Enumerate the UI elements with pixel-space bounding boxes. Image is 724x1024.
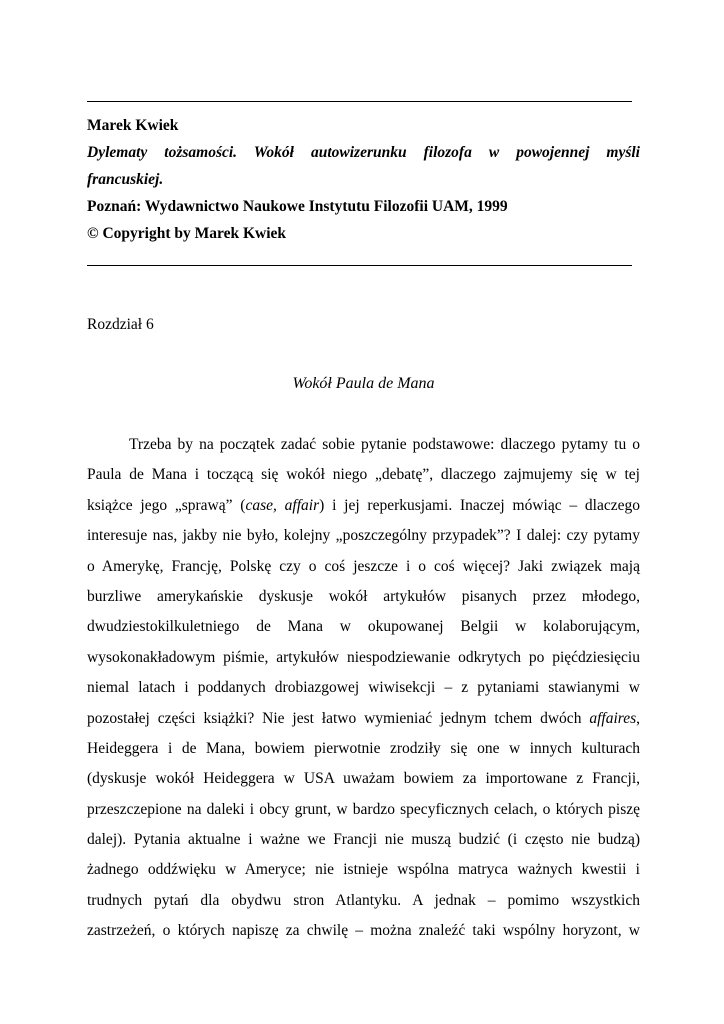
text-line: przeszczepione na daleki i obcy grunt, w bardzo specyficznych celach, o których piszę <box>87 800 640 818</box>
text-line: Trzeba by na początek zadać sobie pytanie podstawowe: dlaczego pytamy tu o <box>129 436 640 453</box>
italic-term: affaires <box>589 709 637 727</box>
text-segment: ) i jej reperkusjami. Inaczej mówiąc – dlaczego <box>319 496 640 514</box>
bibliographic-header <box>87 112 640 247</box>
publisher-info: Poznań: Wydawnictwo Naukowe Instytutu Filozofii UAM, 1999 <box>87 198 508 215</box>
body-paragraph <box>87 430 640 947</box>
text-line: trudnych pytań dla obydwu stron Atlantyku. A jednak – pomimo wszystkich <box>87 891 640 909</box>
text-line: o Amerykę, Francję, Polskę czy o coś jeszcze i o coś więcej? Jaki związek mają <box>87 557 640 575</box>
chapter-title: Wokół Paula de Mana <box>292 375 435 392</box>
chapter-label: Rozdział 6 <box>87 316 154 333</box>
book-title-line-2: francuskiej. <box>87 171 164 188</box>
text-line: zastrzeżeń, o których napiszę za chwilę – można znaleźć taki wspólny horyzont, w <box>87 922 640 940</box>
text-line: Heideggera i de Mana, bowiem pierwotnie zrodziły się one w innych kulturach <box>87 739 640 757</box>
text-line <box>87 491 640 521</box>
text-line: wysokonakładowym piśmie, artykułów niespodziewanie odkrytych po pięćdziesięciu <box>87 648 640 666</box>
text-line: Paula de Mana i toczącą się wokół niego „debatę”, dlaczego zajmujemy się w tej <box>87 466 640 484</box>
text-line: burzliwe amerykańskie dyskusje wokół artykułów pisanych przez młodego, <box>87 587 640 605</box>
copyright-notice: © Copyright by Marek Kwiek <box>87 225 287 242</box>
text-segment: pozostałej części książki? Nie jest łatwo wymieniać jednym tchem dwóch <box>87 709 590 727</box>
author-name: Marek Kwiek <box>87 117 179 134</box>
text-segment: książce jego „sprawą” ( <box>87 496 246 514</box>
text-line: żadnego oddźwięku w Ameryce; nie istnieje wspólna matryca ważnych kwestii i <box>87 861 640 879</box>
text-line <box>87 704 640 734</box>
text-line: interesuje nas, jakby nie było, kolejny „poszczególny przypadek”? I dalej: czy pytamy <box>87 527 640 545</box>
text-line: dalej). Pytania aktualne i ważne we Francji nie muszą budzić (i często nie budzą) <box>87 831 640 849</box>
bottom-divider <box>87 265 632 266</box>
text-line: niemal latach i poddanych drobiazgowej wiwisekcji – z pytaniami stawianymi w <box>87 679 640 697</box>
italic-term: case, affair <box>245 496 320 514</box>
text-line: (dyskusje wokół Heideggera w USA uważam bowiem za importowane z Francji, <box>87 770 640 788</box>
text-segment: , <box>636 709 640 727</box>
book-title-line-1: Dylematy tożsamości. Wokół autowizerunku filozofa w powojennej myśli <box>87 144 640 161</box>
top-divider <box>87 101 632 102</box>
text-line: dwudziestokilkuletniego de Mana w okupowanej Belgii w kolaborującym, <box>87 618 640 636</box>
